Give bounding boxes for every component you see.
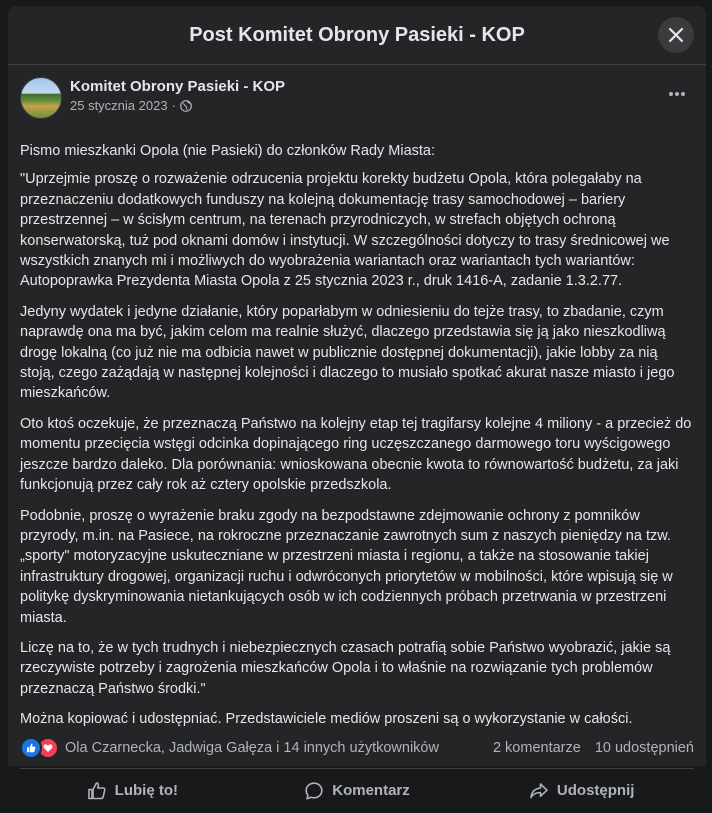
avatar[interactable]	[20, 77, 62, 119]
post-modal	[8, 6, 706, 800]
globe-icon	[180, 100, 192, 112]
share-label: Udostępnij	[556, 782, 635, 800]
close-button[interactable]	[658, 17, 694, 53]
like-label: Lubię to!	[114, 782, 178, 800]
post-paragraph: Można kopiować i udostępniać. Przedstawiciele mediów proszeni są o wykorzystanie w całości.	[20, 711, 633, 728]
meta-separator: ·	[171, 98, 176, 113]
post-paragraph: Pismo mieszkanki Opola (nie Pasieki) do członków Rady Miasta:	[20, 143, 436, 159]
reactors-text[interactable]: Ola Czarnecka, Jadwiga Gałęza i 14 innych użytkowników	[65, 739, 439, 756]
post-paragraph: Podobnie, proszę o wyrażenie braku zgody na bezpodstawne zdejmowanie ochrony z pomników przyrody, m.in. na Pasiece, na rokroczne przeznaczanie zawrotnych sum z naszych pieniędzy na tzw. „sporty" motoryzacyjne uskuteczniane w przestrzeni miasta i regionu, a także na stosowanie takiej infrastruktury drogowej, organizacji ruchu i odwróconych priorytetów w mobilności, które wpisują się w politykę dyskryminowania nietankujących osób w ich codziennych próbach przetrwania w przestrzeni miasta.	[20, 507, 673, 626]
actions-bar	[20, 768, 694, 813]
post-author[interactable]: Komitet Obrony Pasieki - KOP	[70, 78, 286, 95]
like-button[interactable]	[20, 781, 245, 801]
like-reaction-icon	[20, 737, 42, 759]
comment-icon	[304, 781, 324, 801]
more-icon	[668, 91, 686, 97]
close-icon	[668, 27, 684, 43]
share-icon	[529, 781, 549, 801]
post-paragraph: Jedyny wydatek i jedyne działanie, który poparłabym w odniesieniu do tejże trasy, to zbadanie, czym naprawdę ona ma być, jakim celom ma realnie służyć, dlaczego przedstawia się ją jako nieszkodliwą drogę lokalną (co już nie ma odbicia nawet w publicznie dostępnej dokumentacji), jakie lobby za nią stoją, czego zażądają w następnej kolejności i dlaczego to musiało spotkać akurat nasze miasto i jego mieszkańców.	[20, 303, 675, 402]
shares-count[interactable]: 10 udostępnień	[594, 739, 694, 756]
post-date[interactable]: 25 stycznia 2023	[70, 98, 168, 113]
share-button[interactable]	[469, 781, 694, 801]
comments-count[interactable]: 2 komentarze	[492, 739, 581, 756]
modal-header	[8, 6, 706, 65]
reactions[interactable]	[20, 737, 439, 759]
thumbs-up-icon	[87, 781, 107, 801]
post-paragraph: Oto ktoś oczekuje, że przeznaczą Państwo na kolejny etap tej tragifarsy kolejne 4 miliony - a przecież do momentu przecięcia wstęgi odcinka dopinającego ring uczęszczanego darmowego toru wyścigowego jeszcze bardzo daleko. Dla porównania: wnioskowana obecnie kwota to równowartość budżetu, za jaki funkcjonują przez cały rok aż cztery opolskie przedszkola.	[20, 415, 692, 494]
modal-title: Post Komitet Obrony Pasieki - KOP	[189, 23, 525, 46]
more-options-button[interactable]	[662, 79, 692, 109]
comment-button[interactable]	[245, 781, 470, 801]
post-paragraph: "Uprzejmie proszę o rozważenie odrzucenia projektu korekty budżetu Opola, która polegałaby na przeznaczeniu dodatkowych funduszy na kolejną dokumentację trasy samochodowej – bariery przestrzennej – w ścisłym centrum, na terenach przyrodniczych, w strefach objętych ochroną konserwatorską, tuż pod oknami domów i instytucji. W szczególności dotyczy to trasy średnicowej we wszystkich znanych mi i możliwych do wyobrażenia wariantach oraz wariantach tych wariantów: Autopoprawka Prezydenta Miasta Opola z 25 stycznia 2023 r., druk 1416-A, zadanie 1.3.2.77.	[20, 171, 670, 290]
post-header	[8, 65, 706, 127]
post-body	[8, 127, 706, 730]
comment-label: Komentarz	[332, 782, 410, 800]
post-paragraph: Liczę na to, że w tych trudnych i niebezpiecznych czasach potrafią sobie Państwo wyobrazić, jakie są rzeczywiste potrzeby i zagrożenia mieszkańców Opola i to właśnie na rozwiązanie tych problemów przeznaczą Państwo środki."	[20, 639, 671, 697]
post-stats	[8, 734, 706, 762]
